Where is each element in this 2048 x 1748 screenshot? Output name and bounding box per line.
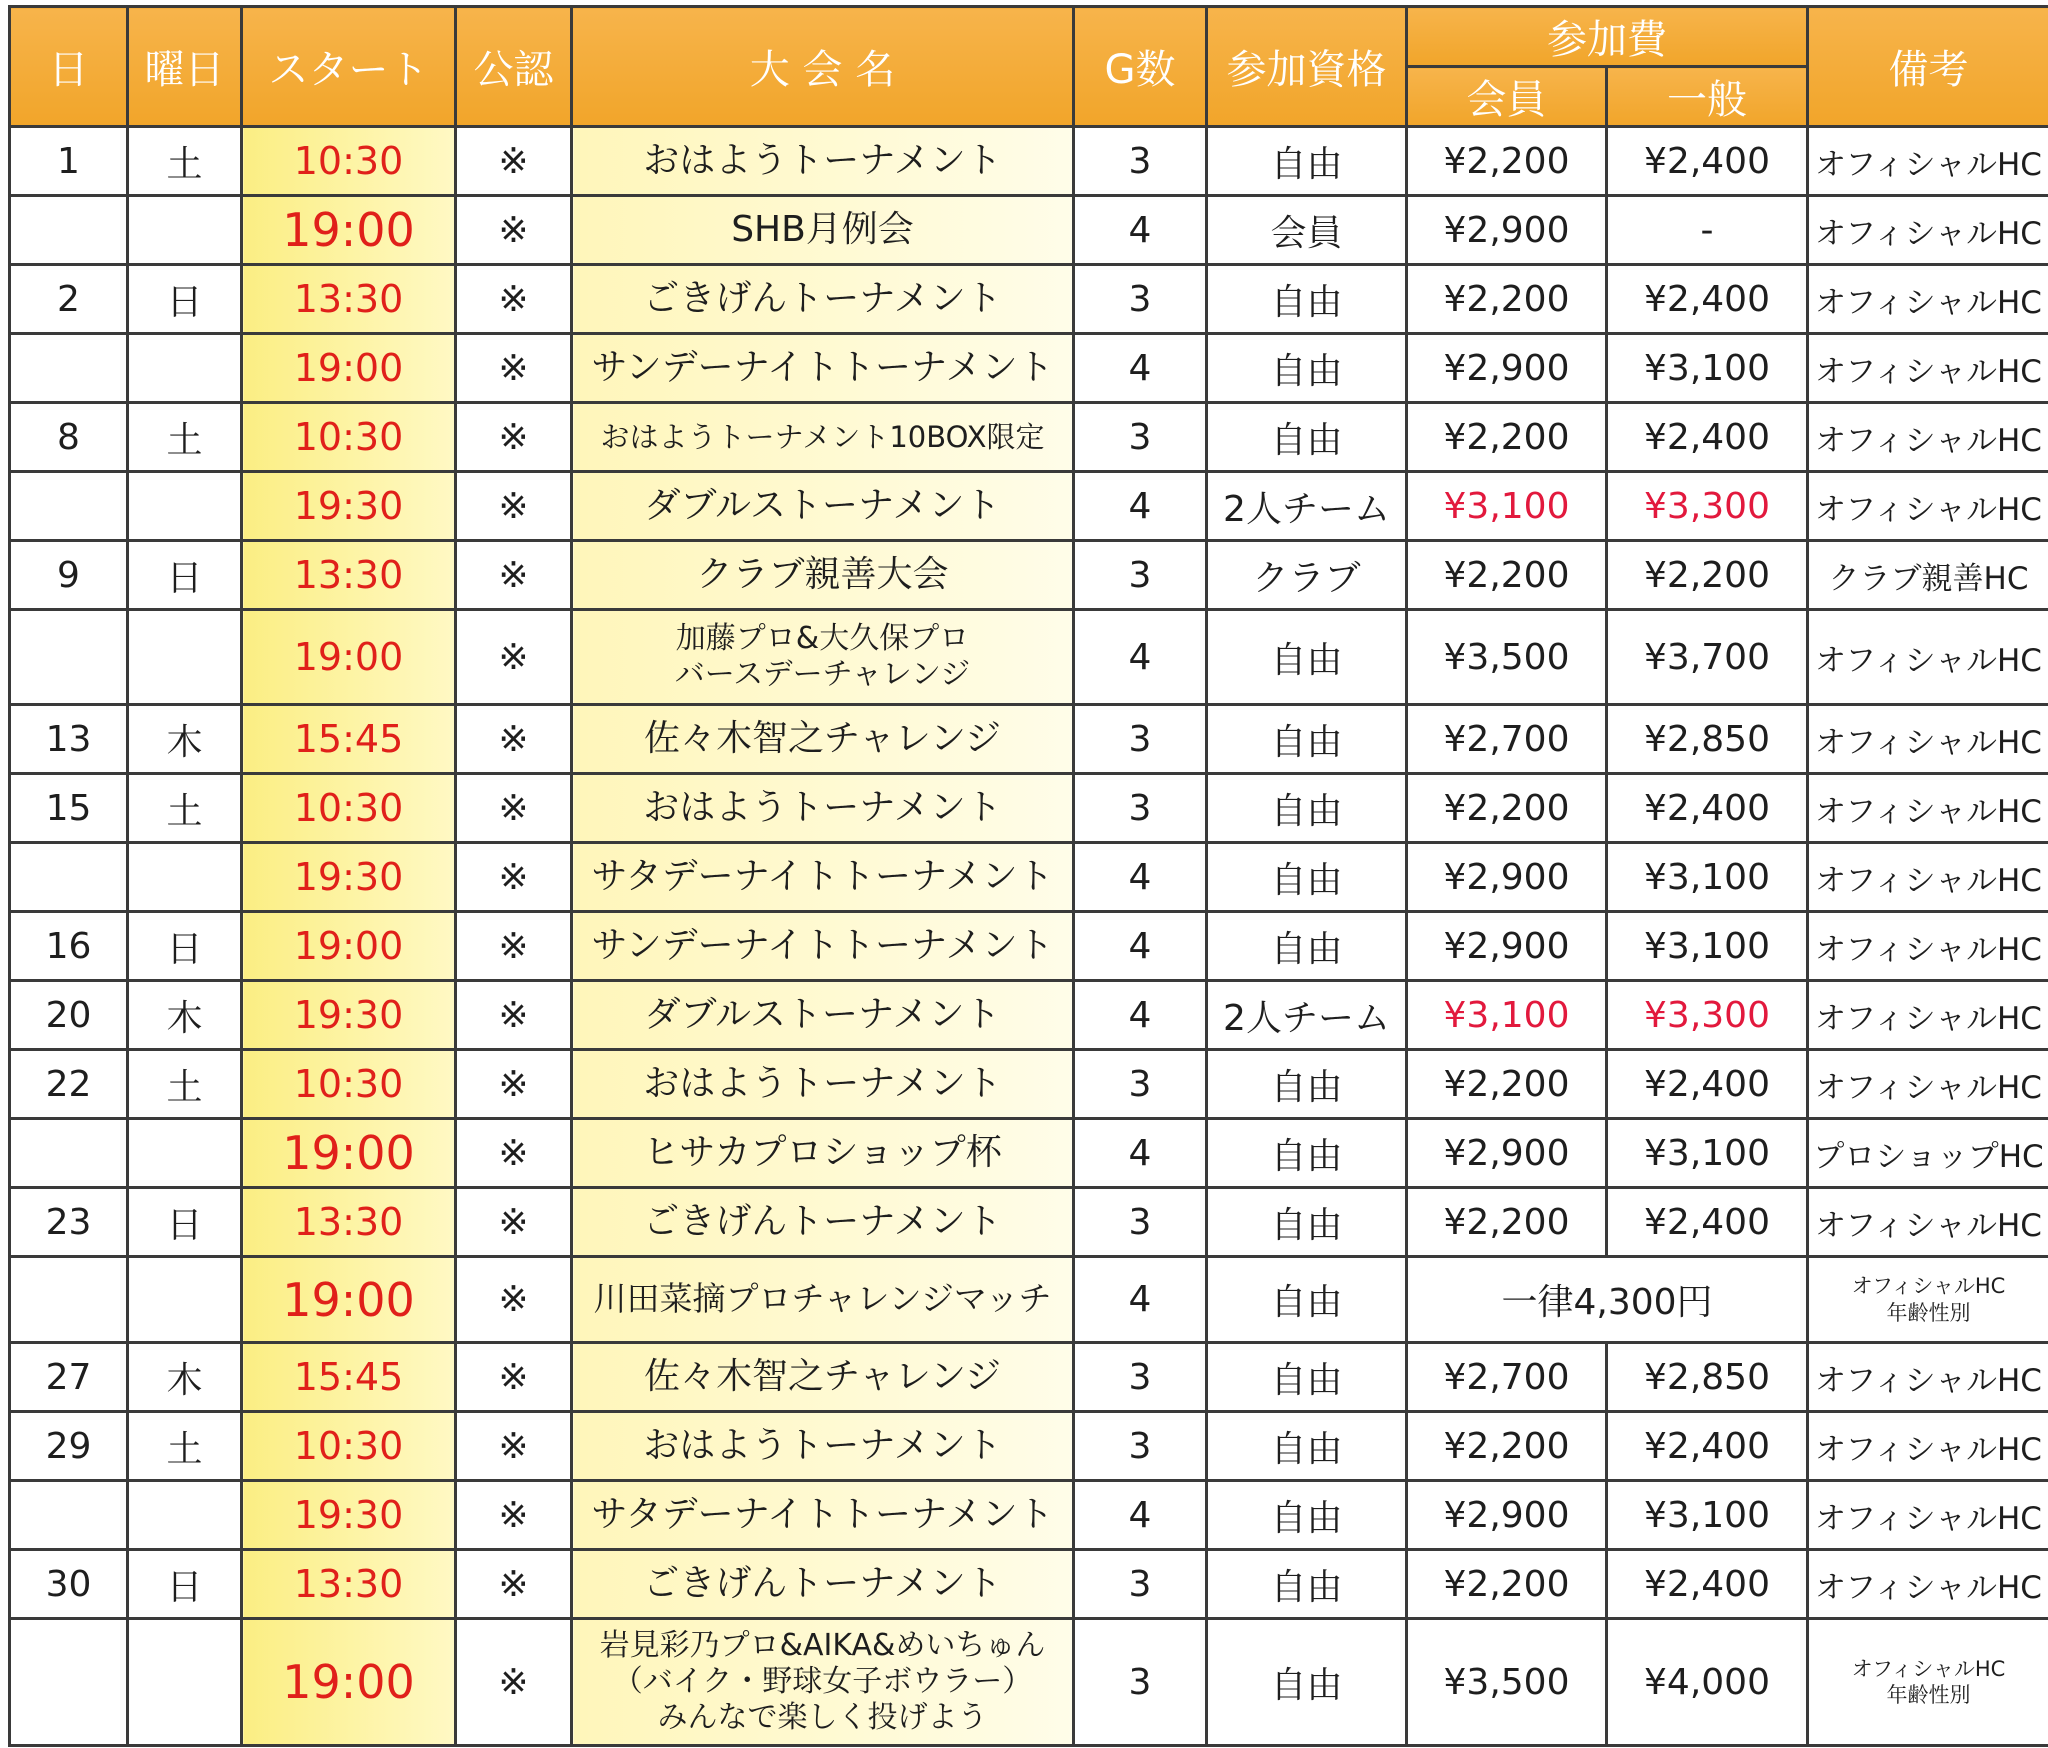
remarks-cell: オフィシャルHC: [1808, 981, 2048, 1050]
table-row: [10, 1343, 2048, 1412]
day-cell: 27: [10, 1343, 128, 1412]
weekday-cell: [128, 196, 242, 265]
remarks-cell: オフィシャルHC: [1808, 127, 2048, 196]
remarks-cell: オフィシャルHC: [1808, 1550, 2048, 1619]
fee-general-cell: ¥3,100: [1607, 843, 1808, 912]
eligibility-cell: 自由: [1207, 1343, 1407, 1412]
eligibility-cell: 自由: [1207, 1619, 1407, 1746]
fee-general-cell: ¥3,100: [1607, 1481, 1808, 1550]
table-row: [10, 127, 2048, 196]
start-time-cell: 13:30: [242, 1188, 456, 1257]
event-name-cell: ダブルストーナメント: [572, 472, 1074, 541]
fee-general-cell: ¥2,400: [1607, 127, 1808, 196]
event-name-cell: [572, 1619, 1074, 1746]
fee-member-cell: ¥2,200: [1407, 403, 1607, 472]
start-time-cell: 19:00: [242, 1619, 456, 1746]
event-name-cell: サタデーナイトトーナメント: [572, 843, 1074, 912]
remarks-cell: オフィシャルHC: [1808, 1188, 2048, 1257]
eligibility-cell: 自由: [1207, 403, 1407, 472]
remarks-cell: オフィシャルHC: [1808, 774, 2048, 843]
remarks-cell: オフィシャルHC: [1808, 1481, 2048, 1550]
fee-member-cell: ¥2,900: [1407, 843, 1607, 912]
day-cell: 16: [10, 912, 128, 981]
weekday-cell: [128, 334, 242, 403]
table-row: [10, 1050, 2048, 1119]
games-cell: 4: [1074, 610, 1207, 705]
remarks-cell: オフィシャルHC: [1808, 1343, 2048, 1412]
fee-general-cell: ¥3,700: [1607, 610, 1808, 705]
fee-general-cell: ¥2,400: [1607, 774, 1808, 843]
fee-general-cell: ¥3,300: [1607, 981, 1808, 1050]
official-mark-cell: ※: [456, 1050, 572, 1119]
fee-general-cell: ¥3,100: [1607, 334, 1808, 403]
header-official: 公認: [456, 7, 572, 127]
official-mark-cell: ※: [456, 127, 572, 196]
day-cell: 29: [10, 1412, 128, 1481]
event-name-cell: おはようトーナメント: [572, 127, 1074, 196]
table-row: [10, 196, 2048, 265]
eligibility-cell: 自由: [1207, 1119, 1407, 1188]
official-mark-cell: ※: [456, 1119, 572, 1188]
games-cell: 4: [1074, 334, 1207, 403]
remarks-cell: オフィシャルHC: [1808, 1412, 2048, 1481]
fee-general-cell: ¥3,100: [1607, 1119, 1808, 1188]
table-row: [10, 981, 2048, 1050]
fee-general-cell: ¥2,400: [1607, 265, 1808, 334]
fee-member-cell: ¥2,900: [1407, 1481, 1607, 1550]
remarks-cell: オフィシャルHC: [1808, 705, 2048, 774]
fee-member-cell: ¥2,200: [1407, 127, 1607, 196]
eligibility-cell: 自由: [1207, 1412, 1407, 1481]
weekday-cell: 日: [128, 1188, 242, 1257]
fee-member-cell: ¥3,100: [1407, 472, 1607, 541]
weekday-cell: 木: [128, 1343, 242, 1412]
table-row: [10, 1550, 2048, 1619]
fee-flat-cell: 一律4,300円: [1407, 1257, 1808, 1343]
day-cell: [10, 196, 128, 265]
official-mark-cell: ※: [456, 774, 572, 843]
day-cell: [10, 1619, 128, 1746]
weekday-cell: 土: [128, 1050, 242, 1119]
day-cell: 30: [10, 1550, 128, 1619]
fee-member-cell: ¥2,900: [1407, 912, 1607, 981]
event-name-cell: ごきげんトーナメント: [572, 1188, 1074, 1257]
fee-general-cell: ¥4,000: [1607, 1619, 1808, 1746]
remarks-cell: オフィシャルHC: [1808, 912, 2048, 981]
fee-member-cell: ¥2,200: [1407, 1412, 1607, 1481]
weekday-cell: [128, 1257, 242, 1343]
official-mark-cell: ※: [456, 472, 572, 541]
remarks-cell: オフィシャルHC: [1808, 472, 2048, 541]
games-cell: 3: [1074, 705, 1207, 774]
event-name-cell: おはようトーナメント: [572, 1412, 1074, 1481]
day-cell: 9: [10, 541, 128, 610]
table-row: [10, 1412, 2048, 1481]
official-mark-cell: ※: [456, 610, 572, 705]
games-cell: 3: [1074, 1343, 1207, 1412]
event-name-cell: ダブルストーナメント: [572, 981, 1074, 1050]
fee-general-cell: ¥2,400: [1607, 403, 1808, 472]
fee-member-cell: ¥3,500: [1407, 610, 1607, 705]
eligibility-cell: 自由: [1207, 774, 1407, 843]
weekday-cell: 日: [128, 265, 242, 334]
fee-member-cell: ¥2,200: [1407, 1550, 1607, 1619]
remarks-cell: オフィシャルHC: [1808, 265, 2048, 334]
table-row: [10, 334, 2048, 403]
games-cell: 3: [1074, 1619, 1207, 1746]
eligibility-cell: 自由: [1207, 912, 1407, 981]
header-remarks: 備考: [1808, 7, 2048, 127]
games-cell: 3: [1074, 265, 1207, 334]
day-cell: 1: [10, 127, 128, 196]
fee-general-cell: ¥2,400: [1607, 1550, 1808, 1619]
event-name-cell: 佐々木智之チャレンジ: [572, 705, 1074, 774]
header-eligibility: 参加資格: [1207, 7, 1407, 127]
fee-member-cell: ¥2,200: [1407, 265, 1607, 334]
remarks-cell: オフィシャルHC: [1808, 403, 2048, 472]
eligibility-cell: 自由: [1207, 1188, 1407, 1257]
weekday-cell: 土: [128, 1412, 242, 1481]
eligibility-cell: 自由: [1207, 127, 1407, 196]
games-cell: 3: [1074, 774, 1207, 843]
official-mark-cell: ※: [456, 196, 572, 265]
day-cell: 23: [10, 1188, 128, 1257]
event-name-cell: 佐々木智之チャレンジ: [572, 1343, 1074, 1412]
day-cell: [10, 472, 128, 541]
day-cell: 2: [10, 265, 128, 334]
day-cell: 22: [10, 1050, 128, 1119]
header-day: 日: [10, 7, 128, 127]
table-row: [10, 1188, 2048, 1257]
weekday-cell: 日: [128, 912, 242, 981]
fee-member-cell: ¥2,700: [1407, 705, 1607, 774]
games-cell: 4: [1074, 1119, 1207, 1188]
remarks-cell: オフィシャルHC: [1808, 610, 2048, 705]
weekday-cell: [128, 472, 242, 541]
weekday-cell: 日: [128, 541, 242, 610]
official-mark-cell: ※: [456, 705, 572, 774]
table-row: [10, 843, 2048, 912]
official-mark-cell: ※: [456, 981, 572, 1050]
official-mark-cell: ※: [456, 541, 572, 610]
remarks-cell: オフィシャルHC: [1808, 1050, 2048, 1119]
weekday-cell: 土: [128, 774, 242, 843]
games-cell: 4: [1074, 1257, 1207, 1343]
official-mark-cell: ※: [456, 1188, 572, 1257]
games-cell: 3: [1074, 1412, 1207, 1481]
start-time-cell: 10:30: [242, 1050, 456, 1119]
fee-member-cell: ¥2,200: [1407, 1188, 1607, 1257]
official-mark-cell: ※: [456, 1619, 572, 1746]
event-name-line: みんなで楽しく投げよう: [657, 1700, 988, 1735]
eligibility-cell: 自由: [1207, 265, 1407, 334]
day-cell: 15: [10, 774, 128, 843]
fee-general-cell: ¥2,850: [1607, 705, 1808, 774]
remarks-line: オフィシャルHC: [1851, 1274, 2006, 1299]
official-mark-cell: ※: [456, 1343, 572, 1412]
official-mark-cell: ※: [456, 912, 572, 981]
games-cell: 3: [1074, 1050, 1207, 1119]
remarks-line: 年齢性別: [1886, 1300, 1971, 1325]
header-start: スタート: [242, 7, 456, 127]
start-time-cell: 13:30: [242, 1550, 456, 1619]
day-cell: [10, 1481, 128, 1550]
official-mark-cell: ※: [456, 1550, 572, 1619]
event-name-line: （バイク・野球女子ボウラー）: [612, 1664, 1033, 1699]
table-row: [10, 403, 2048, 472]
event-name-cell: ごきげんトーナメント: [572, 1550, 1074, 1619]
remarks-line: 年齢性別: [1886, 1683, 1971, 1707]
official-mark-cell: ※: [456, 403, 572, 472]
weekday-cell: [128, 1619, 242, 1746]
day-cell: 20: [10, 981, 128, 1050]
official-mark-cell: ※: [456, 334, 572, 403]
fee-general-cell: ¥2,400: [1607, 1412, 1808, 1481]
fee-general-cell: -: [1607, 196, 1808, 265]
table-row: [10, 1119, 2048, 1188]
weekday-cell: 土: [128, 127, 242, 196]
day-cell: 8: [10, 403, 128, 472]
start-time-cell: 13:30: [242, 541, 456, 610]
games-cell: 4: [1074, 196, 1207, 265]
start-time-cell: 15:45: [242, 1343, 456, 1412]
fee-general-cell: ¥2,850: [1607, 1343, 1808, 1412]
header-event-name: 大 会 名: [572, 7, 1074, 127]
weekday-cell: 日: [128, 1550, 242, 1619]
weekday-cell: [128, 1481, 242, 1550]
schedule-table: [8, 5, 2048, 1747]
fee-member-cell: ¥2,200: [1407, 541, 1607, 610]
games-cell: 4: [1074, 1481, 1207, 1550]
table-row: [10, 1481, 2048, 1550]
remarks-cell: プロショップHC: [1808, 1119, 2048, 1188]
games-cell: 4: [1074, 912, 1207, 981]
start-time-cell: 19:00: [242, 1119, 456, 1188]
eligibility-cell: クラブ: [1207, 541, 1407, 610]
header-fee-general: 一般: [1607, 67, 1808, 127]
official-mark-cell: ※: [456, 265, 572, 334]
eligibility-cell: 自由: [1207, 334, 1407, 403]
event-name-cell: 川田菜摘プロチャレンジマッチ: [572, 1257, 1074, 1343]
table-row: [10, 912, 2048, 981]
table-row: [10, 541, 2048, 610]
day-cell: [10, 1119, 128, 1188]
eligibility-cell: 自由: [1207, 610, 1407, 705]
fee-member-cell: ¥3,100: [1407, 981, 1607, 1050]
official-mark-cell: ※: [456, 843, 572, 912]
remarks-cell: [1808, 1619, 2048, 1746]
remarks-cell: オフィシャルHC: [1808, 334, 2048, 403]
day-cell: [10, 843, 128, 912]
event-name-line: 加藤プロ&大久保プロ: [675, 621, 970, 656]
remarks-cell: オフィシャルHC: [1808, 196, 2048, 265]
event-name-cell: ヒサカプロショップ杯: [572, 1119, 1074, 1188]
games-cell: 3: [1074, 403, 1207, 472]
event-name-cell: サタデーナイトトーナメント: [572, 1481, 1074, 1550]
start-time-cell: 19:00: [242, 912, 456, 981]
remarks-cell: クラブ親善HC: [1808, 541, 2048, 610]
start-time-cell: 10:30: [242, 127, 456, 196]
start-time-cell: 19:30: [242, 472, 456, 541]
games-cell: 4: [1074, 843, 1207, 912]
weekday-cell: [128, 610, 242, 705]
header-weekday: 曜日: [128, 7, 242, 127]
weekday-cell: [128, 1119, 242, 1188]
event-name-cell: おはようトーナメント: [572, 1050, 1074, 1119]
fee-member-cell: ¥2,900: [1407, 196, 1607, 265]
eligibility-cell: 会員: [1207, 196, 1407, 265]
remarks-cell: オフィシャルHC: [1808, 843, 2048, 912]
official-mark-cell: ※: [456, 1412, 572, 1481]
table-row: [10, 472, 2048, 541]
event-name-line: バースデーチャレンジ: [674, 657, 971, 692]
event-name-cell: SHB月例会: [572, 196, 1074, 265]
start-time-cell: 19:30: [242, 981, 456, 1050]
games-cell: 4: [1074, 981, 1207, 1050]
games-cell: 4: [1074, 472, 1207, 541]
table-row: [10, 265, 2048, 334]
start-time-cell: 10:30: [242, 403, 456, 472]
fee-general-cell: ¥3,100: [1607, 912, 1808, 981]
start-time-cell: 19:30: [242, 1481, 456, 1550]
header-games: G数: [1074, 7, 1207, 127]
games-cell: 3: [1074, 1550, 1207, 1619]
eligibility-cell: 自由: [1207, 705, 1407, 774]
start-time-cell: 19:00: [242, 334, 456, 403]
eligibility-cell: 自由: [1207, 843, 1407, 912]
weekday-cell: 木: [128, 981, 242, 1050]
eligibility-cell: 2人チーム: [1207, 981, 1407, 1050]
eligibility-cell: 自由: [1207, 1481, 1407, 1550]
table-row: [10, 774, 2048, 843]
start-time-cell: 19:00: [242, 1257, 456, 1343]
official-mark-cell: ※: [456, 1257, 572, 1343]
remarks-cell: [1808, 1257, 2048, 1343]
eligibility-cell: 自由: [1207, 1050, 1407, 1119]
fee-member-cell: ¥2,900: [1407, 1119, 1607, 1188]
start-time-cell: 19:00: [242, 610, 456, 705]
header-fee-member: 会員: [1407, 67, 1607, 127]
event-name-cell: クラブ親善大会: [572, 541, 1074, 610]
start-time-cell: 10:30: [242, 774, 456, 843]
fee-member-cell: ¥2,900: [1407, 334, 1607, 403]
header-fee: 参加費: [1407, 7, 1808, 67]
games-cell: 3: [1074, 127, 1207, 196]
official-mark-cell: ※: [456, 1481, 572, 1550]
day-cell: [10, 610, 128, 705]
start-time-cell: 19:00: [242, 196, 456, 265]
eligibility-cell: 2人チーム: [1207, 472, 1407, 541]
day-cell: [10, 334, 128, 403]
start-time-cell: 19:30: [242, 843, 456, 912]
fee-general-cell: ¥2,400: [1607, 1188, 1808, 1257]
eligibility-cell: 自由: [1207, 1550, 1407, 1619]
fee-member-cell: ¥2,200: [1407, 774, 1607, 843]
table-row: [10, 610, 2048, 705]
event-name-line: 岩見彩乃プロ&AIKA&めいちゅん: [599, 1628, 1046, 1663]
table-row: [10, 705, 2048, 774]
fee-general-cell: ¥2,400: [1607, 1050, 1808, 1119]
event-name-cell: [572, 610, 1074, 705]
fee-general-cell: ¥3,300: [1607, 472, 1808, 541]
weekday-cell: 木: [128, 705, 242, 774]
fee-general-cell: ¥2,200: [1607, 541, 1808, 610]
table-row: [10, 1257, 2048, 1343]
event-name-cell: おはようトーナメント10BOX限定: [572, 403, 1074, 472]
weekday-cell: [128, 843, 242, 912]
day-cell: [10, 1257, 128, 1343]
event-name-cell: おはようトーナメント: [572, 774, 1074, 843]
remarks-line: オフィシャルHC: [1851, 1656, 2006, 1681]
start-time-cell: 10:30: [242, 1412, 456, 1481]
fee-member-cell: ¥3,500: [1407, 1619, 1607, 1746]
games-cell: 3: [1074, 541, 1207, 610]
weekday-cell: 土: [128, 403, 242, 472]
event-name-cell: サンデーナイトトーナメント: [572, 334, 1074, 403]
eligibility-cell: 自由: [1207, 1257, 1407, 1343]
start-time-cell: 15:45: [242, 705, 456, 774]
event-name-cell: ごきげんトーナメント: [572, 265, 1074, 334]
games-cell: 3: [1074, 1188, 1207, 1257]
day-cell: 13: [10, 705, 128, 774]
start-time-cell: 13:30: [242, 265, 456, 334]
table-row: [10, 1619, 2048, 1746]
fee-member-cell: ¥2,200: [1407, 1050, 1607, 1119]
fee-member-cell: ¥2,700: [1407, 1343, 1607, 1412]
event-name-cell: サンデーナイトトーナメント: [572, 912, 1074, 981]
